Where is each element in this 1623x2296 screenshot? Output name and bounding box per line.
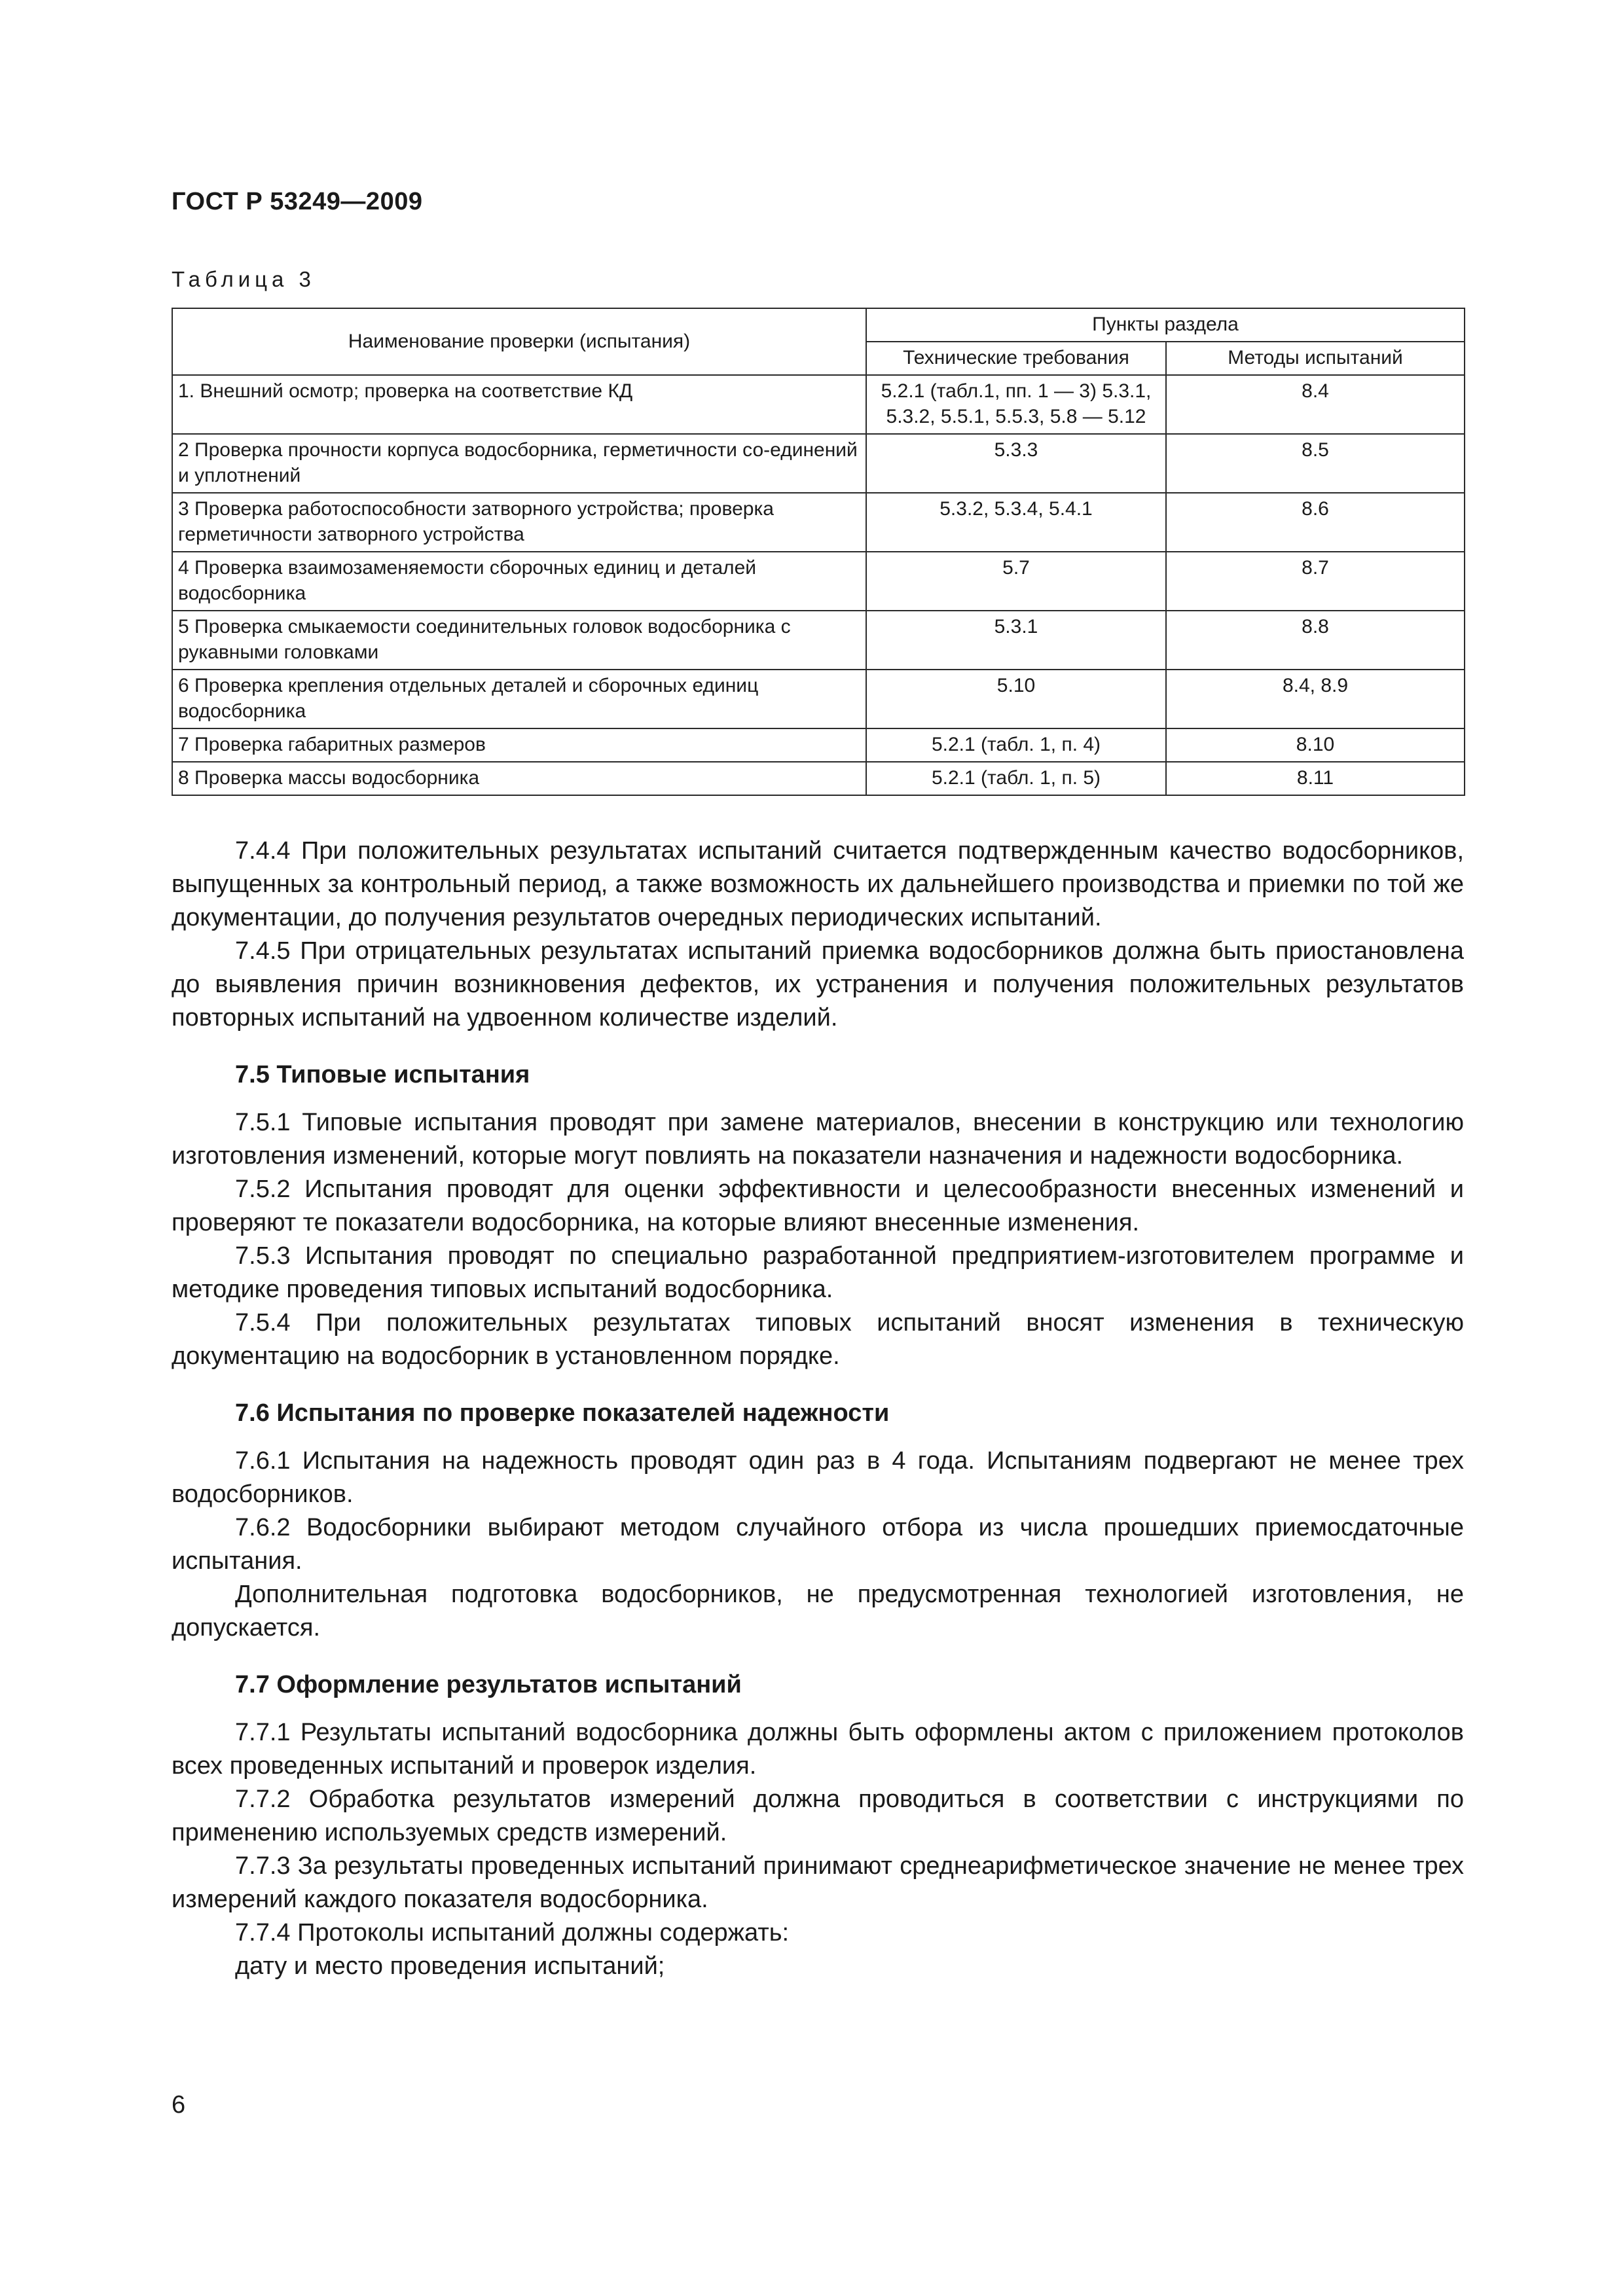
paragraph-7-5-4: 7.5.4 При положительных результатах типовых испытаний вносят изменения в техническую документацию на водосборник в установленном порядке. bbox=[172, 1309, 1464, 1370]
row-name: 5 Проверка смыкаемости соединительных головок водосборника с рукавными головками bbox=[172, 611, 866, 670]
row-name: 1. Внешний осмотр; проверка на соответствие КД bbox=[172, 375, 866, 434]
row-tech: 5.2.1 (табл. 1, п. 4) bbox=[866, 728, 1166, 762]
row-tech: 5.3.1 bbox=[866, 611, 1166, 670]
table-caption: Таблица 3 bbox=[172, 267, 316, 291]
table-row bbox=[172, 670, 1465, 728]
header-methods: Методы испытаний bbox=[1166, 342, 1465, 375]
paragraph-7-7-4-item: дату и место проведения испытаний; bbox=[235, 1952, 665, 1980]
row-name: 8 Проверка массы водосборника bbox=[172, 762, 866, 795]
paragraph-7-6-2-note: Дополнительная подготовка водосборников, не предусмотренная технологией изготовления, не допускается. bbox=[172, 1581, 1464, 1641]
section-heading-7-5: 7.5 Типовые испытания bbox=[235, 1061, 530, 1088]
page-number: 6 bbox=[172, 2091, 186, 2119]
paragraph-7-7-1: 7.7.1 Результаты испытаний водосборника должны быть оформлены актом с приложением протоколов всех проведенных испытаний и проверок изделия. bbox=[172, 1719, 1464, 1780]
row-name: 7 Проверка габаритных размеров bbox=[172, 728, 866, 762]
row-methods: 8.5 bbox=[1166, 434, 1465, 493]
table-row bbox=[172, 493, 1465, 552]
row-tech: 5.2.1 (табл.1, пп. 1 — 3) 5.3.1, 5.3.2, 5.5.1, 5.5.3, 5.8 — 5.12 bbox=[866, 375, 1166, 434]
row-methods: 8.10 bbox=[1166, 728, 1465, 762]
table-header-row bbox=[172, 308, 1465, 342]
paragraph-7-5-2: 7.5.2 Испытания проводят для оценки эффективности и целесообразности внесенных изменений и проверяют те показатели водосборника, на которые влияют внесенные изменения. bbox=[172, 1175, 1464, 1236]
paragraph-7-7-3: 7.7.3 За результаты проведенных испытаний принимают среднеарифметическое значение не менее трех измерений каждого показателя водосборника. bbox=[172, 1852, 1464, 1913]
body-text bbox=[172, 834, 1464, 1983]
row-name: 3 Проверка работоспособности затворного устройства; проверка герметичности затворного устройства bbox=[172, 493, 866, 552]
table-row bbox=[172, 611, 1465, 670]
row-methods: 8.4, 8.9 bbox=[1166, 670, 1465, 728]
row-methods: 8.6 bbox=[1166, 493, 1465, 552]
table-row bbox=[172, 434, 1465, 493]
section-heading-7-6: 7.6 Испытания по проверке показателей надежности bbox=[235, 1399, 890, 1427]
section-heading-7-7: 7.7 Оформление результатов испытаний bbox=[235, 1671, 742, 1698]
inspection-table bbox=[172, 308, 1465, 796]
paragraph-7-7-2: 7.7.2 Обработка результатов измерений должна проводиться в соответствии с инструкциями по применению используемых средств измерений. bbox=[172, 1785, 1464, 1846]
header-group: Пункты раздела bbox=[866, 308, 1465, 342]
row-methods: 8.7 bbox=[1166, 552, 1465, 611]
row-tech: 5.2.1 (табл. 1, п. 5) bbox=[866, 762, 1166, 795]
paragraph-7-7-4: 7.7.4 Протоколы испытаний должны содержать: bbox=[235, 1919, 790, 1946]
row-name: 6 Проверка крепления отдельных деталей и сборочных единиц водосборника bbox=[172, 670, 866, 728]
row-tech: 5.3.2, 5.3.4, 5.4.1 bbox=[866, 493, 1166, 552]
paragraph-7-5-1: 7.5.1 Типовые испытания проводят при замене материалов, внесении в конструкцию или технологию изготовления изменений, которые могут повлиять на показатели назначения и надежности водосборника. bbox=[172, 1109, 1464, 1170]
table-row bbox=[172, 375, 1465, 434]
paragraph-7-5-3: 7.5.3 Испытания проводят по специально разработанной предприятием-изготовителем программе и методике проведения типовых испытаний водосборника. bbox=[172, 1242, 1464, 1303]
paragraph-7-4-5: 7.4.5 При отрицательных результатах испытаний приемка водосборников должна быть приостановлена до выявления причин возникновения дефектов, их устранения и получения положительных результатов повторных испытаний на удвоенном количестве изделий. bbox=[172, 937, 1464, 1031]
row-tech: 5.3.3 bbox=[866, 434, 1166, 493]
document-code: ГОСТ Р 53249—2009 bbox=[172, 188, 423, 215]
row-name: 2 Проверка прочности корпуса водосборника, герметичности со-единений и уплотнений bbox=[172, 434, 866, 493]
table-row bbox=[172, 762, 1465, 795]
table-row bbox=[172, 552, 1465, 611]
paragraph-7-4-4: 7.4.4 При положительных результатах испытаний считается подтвержденным качество водосборников, выпущенных за контрольный период, а также возможность их дальнейшего производства и приемки по той же документации, до получения результатов очередных периодических испытаний. bbox=[172, 837, 1464, 931]
row-methods: 8.8 bbox=[1166, 611, 1465, 670]
header-name: Наименование проверки (испытания) bbox=[172, 308, 866, 375]
header-tech: Технические требования bbox=[866, 342, 1166, 375]
row-tech: 5.10 bbox=[866, 670, 1166, 728]
paragraph-7-6-1: 7.6.1 Испытания на надежность проводят один раз в 4 года. Испытаниям подвергают не менее трех водосборников. bbox=[172, 1447, 1464, 1508]
table-row bbox=[172, 728, 1465, 762]
row-methods: 8.4 bbox=[1166, 375, 1465, 434]
row-tech: 5.7 bbox=[866, 552, 1166, 611]
row-name: 4 Проверка взаимозаменяемости сборочных единиц и деталей водосборника bbox=[172, 552, 866, 611]
row-methods: 8.11 bbox=[1166, 762, 1465, 795]
paragraph-7-6-2: 7.6.2 Водосборники выбирают методом случайного отбора из числа прошедших приемосдаточные испытания. bbox=[172, 1514, 1464, 1575]
